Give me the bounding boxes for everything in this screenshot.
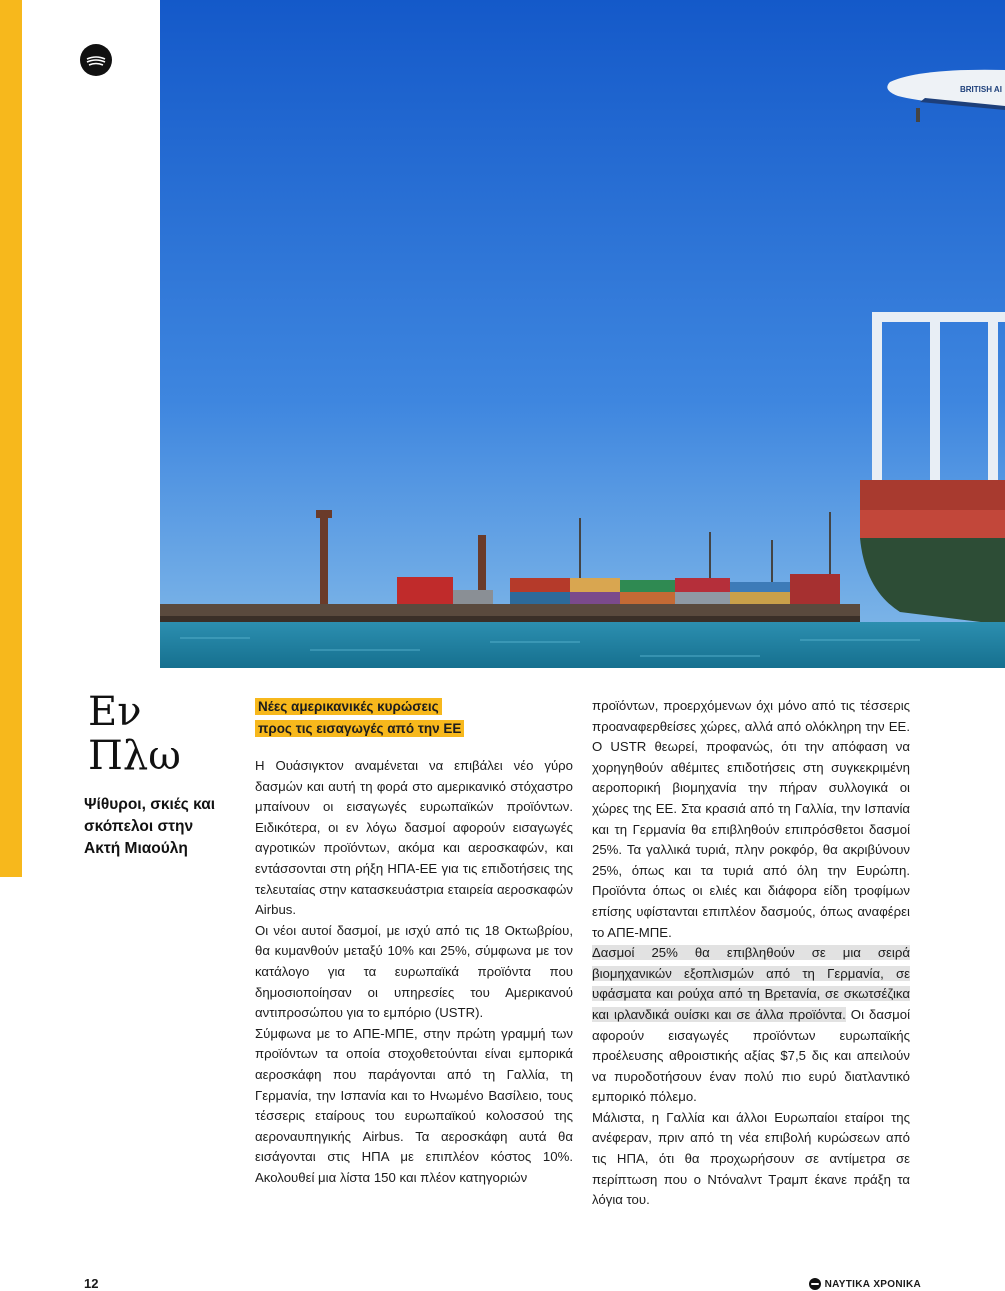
paragraph-4: προϊόντων, προερχόμενων όχι μόνο από τις τέσσερις προαναφερθείσες χώρες, αλλά από ολόκληρη την ΕΕ. Ο USTR θεωρεί, προφανώς, ότι την απόφαση να χορηγηθούν αθέμιτες επιδοτήσεις στη συγκεκριμένη αεροπορική βιομηχανία την πήραν συλλογικά οι χώρες της ΕΕ. Στα κρασιά από τη Γαλλία, την Ισπανία και τη Γερμανία θα επιβληθούν επιπρόσθετοι δασμοί 25%. Τα γαλλικά τυριά, πλην ροκφόρ, θα ακριβύνουν 25%, όπως και τα τυριά από όλη την Ευρώπη. Προϊόντα όπως οι ελιές και διάφορα είδη τροφίμων επίσης υφίστανται επιπλέον δασμούς, όπως αναφέρει το ΑΠΕ-ΜΠΕ. [592,698,910,940]
paragraph-6: Μάλιστα, η Γαλλία και άλλοι Ευρωπαίοι εταίροι της ανέφεραν, πριν από τη νέα επιβολή κυρώσεων από τις ΗΠΑ, ότι θα προχωρήσουν σε αντίμετρα σε περίπτωση που ο Ντόναλντ Τραμπ έκανε πράξη τα λόγια του. [592,1109,910,1208]
article-column-2 [592,696,910,1211]
paragraph-2: Οι νέοι αυτοί δασμοί, με ισχύ από τις 18 Οκτωβρίου, θα κυμανθούν μεταξύ 10% και 25%, σύμφωνα με τον κατάλογο για τα ευρωπαϊκά προϊόντα που δημοσιοποίησαν οι υπηρεσίες του Αμερικανού αντιπροσώπου για το εμπόριο (USTR). [255,922,573,1021]
section-subtitle: Ψίθυροι, σκιές και σκόπελοι στην Ακτή Μιαούλη [84,796,216,857]
publication-name: ΝΑΥΤΙΚΑ ΧΡΟΝΙΚΑ [824,1278,921,1290]
port-photo [160,0,1005,668]
section-title-line1: Εν [88,689,142,735]
brand-logo-icon [80,44,112,76]
section-title-line2: Πλω [88,733,181,779]
highlighted-text: Δασμοί 25% θα επιβληθούν σε μια σειρά βιομηχανικών εξοπλισμών από τη Γερμανία, σε υφάσματα και ρούχα από τη Βρετανία, σε σκωτσέζικα και ιρλανδικά ουίσκι και σε άλλα προϊόντα. [592,945,910,1022]
paragraph-5-rest: Οι δασμοί αφορούν εισαγωγές προϊόντων ευρωπαϊκής προέλευσης αθροιστικής αξίας $7,5 δις και απειλούν να πυροδοτήσουν έναν πολύ πιο ευρύ διατλαντικό εμπορικό πόλεμο. [592,1006,910,1105]
accent-strip [0,0,22,877]
section-title [88,690,238,778]
paragraph-3: Σύμφωνα με το ΑΠΕ-ΜΠΕ, στην πρώτη γραμμή των προϊόντων τα οποία στοχοθετούνται είναι εμπορικά αεροσκάφη που παράγονται από τη Γαλλία, τη Γερμανία, την Ισπανία και το Ηνωμένο Βασίλειο, τους τέσσερις εταίρους του ευρωπαϊκού κολοσσού της αεροναυπηγικής Airbus. Τα αεροσκάφη αυτά θα εισάγονται στις ΗΠΑ με επιπλέον κόστος 10%. Ακολουθεί μια λίστα 150 και πλέον κατηγοριών [255,1025,573,1185]
headline-line2: προς τις εισαγωγές από την ΕΕ [255,720,464,737]
page-number: 12 [84,1276,99,1291]
article-column-1 [255,696,573,1188]
headline-line1: Νέες αμερικανικές κυρώσεις [255,698,442,715]
paragraph-1: Η Ουάσιγκτον αναμένεται να επιβάλει νέο γύρο δασμών και αυτή τη φορά στο αμερικανικό στόχαστρο μπαίνουν οι εισαγωγές ευρωπαϊκών προϊόντων. Ειδικότερα, οι εν λόγω δασμοί αφορούν εισαγωγές αγροτικών προϊόντων, ακόμα και αεροσκαφών, και εντάσσονται στη ρήξη ΗΠΑ-ΕΕ για τις επιδοτήσεις της τελευταίας στην κατασκευάστρια εταιρεία αεροσκαφών Airbus. [255,758,573,918]
svg-text:BRITISH AI: BRITISH AI [960,85,1002,94]
footer-brand [809,1278,921,1290]
paragraph-5 [592,943,910,1108]
article-headline [255,696,573,740]
publication-logo-icon [809,1278,821,1290]
